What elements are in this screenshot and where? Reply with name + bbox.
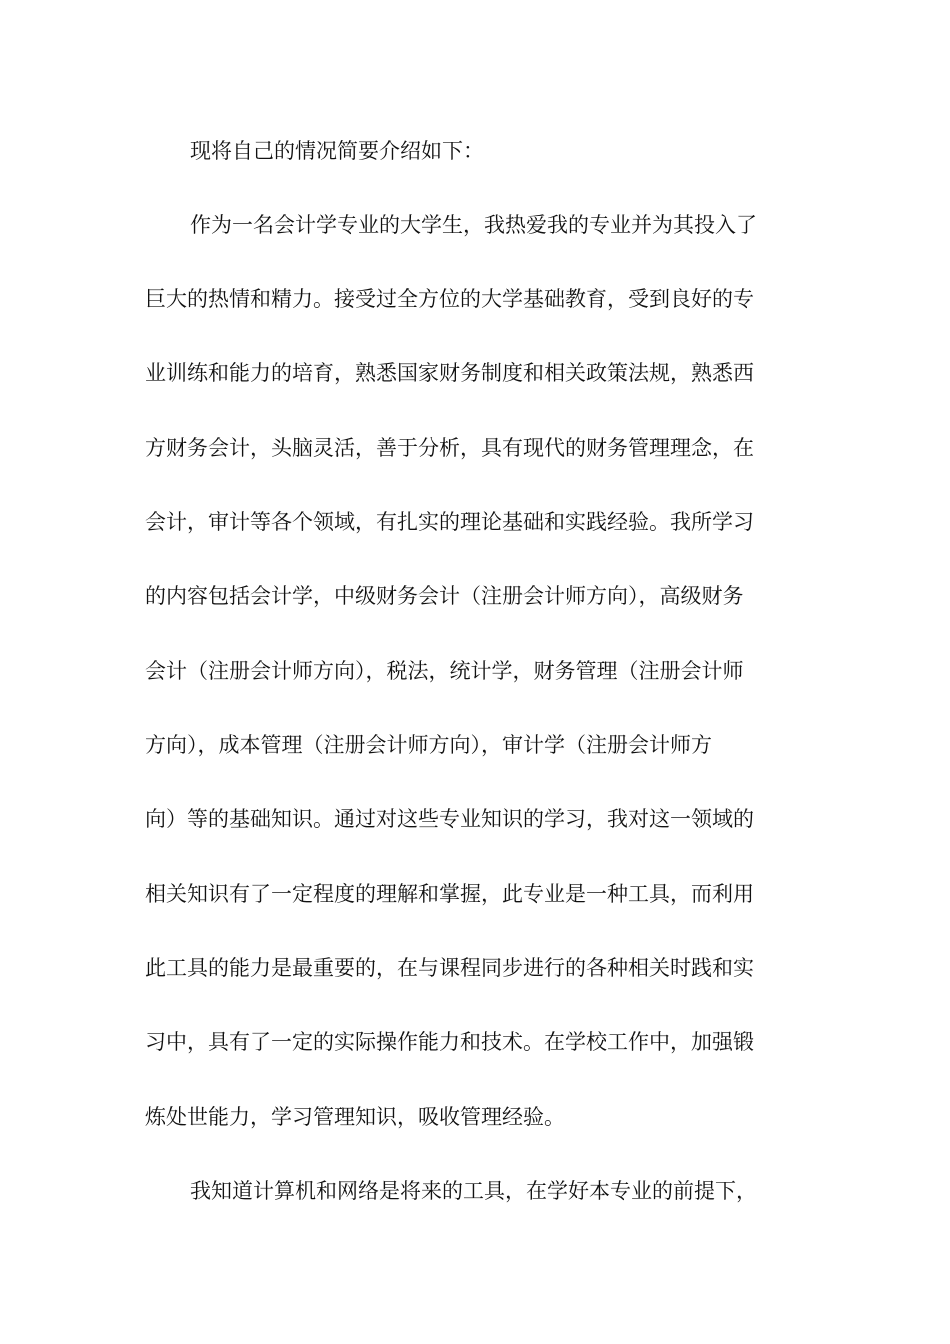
text-line: 方向），成本管理（注册会计师方向），审计学（注册会计师方	[145, 733, 712, 757]
text-line: 的内容包括会计学，中级财务会计（注册会计师方向），高级财务	[145, 584, 744, 608]
text-line: 习中，具有了一定的实际操作能力和技术。在学校工作中，加强锻	[145, 1030, 754, 1054]
text-line: 炼处世能力，学习管理知识，吸收管理经验。	[145, 1105, 565, 1129]
text-line: 方财务会计，头脑灵活，善于分析，具有现代的财务管理理念，在	[145, 436, 754, 460]
text-line-paragraph-start: 我知道计算机和网络是将来的工具，在学好本专业的前提下，	[190, 1179, 757, 1203]
text-line: 会计（注册会计师方向），税法，统计学，财务管理（注册会计师	[145, 659, 744, 683]
text-line: 向）等的基础知识。通过对这些专业知识的学习，我对这一领域的	[145, 807, 754, 831]
text-line: 此工具的能力是最重要的，在与课程同步进行的各种相关时践和实	[145, 956, 754, 980]
text-line: 相关知识有了一定程度的理解和掌握，此专业是一种工具，而利用	[145, 882, 754, 906]
text-line: 会计，审计等各个领域，有扎实的理论基础和实践经验。我所学习	[145, 510, 754, 534]
text-line-intro: 现将自己的情况简要介绍如下：	[190, 139, 484, 163]
text-line-paragraph-start: 作为一名会计学专业的大学生，我热爱我的专业并为其投入了	[190, 213, 757, 237]
text-line: 巨大的热情和精力。接受过全方位的大学基础教育，受到良好的专	[145, 287, 754, 311]
text-line: 业训练和能力的培育，熟悉国家财务制度和相关政策法规，熟悉西	[145, 361, 754, 385]
